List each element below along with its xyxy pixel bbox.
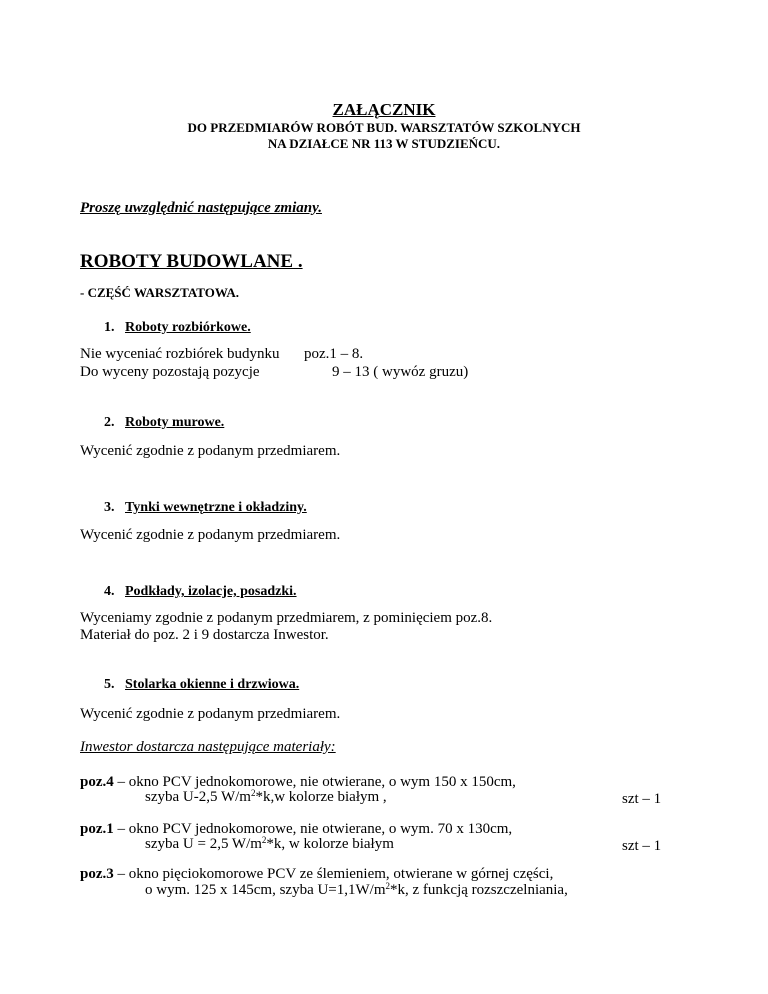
section-5-title: Stolarka okienne i drzwiowa. — [125, 677, 300, 692]
section-2-text: Wycenić zgodnie z podanym przedmiarem. — [80, 443, 341, 459]
section-2-title: Roboty murowe. — [125, 415, 225, 430]
material-qty: szt – 1 — [622, 838, 662, 854]
material-pos: poz.1 — [80, 821, 114, 837]
material-item — [80, 775, 516, 790]
section-3-number: 3. — [104, 500, 115, 515]
section-1-row-2-left: Do wyceny pozostają pozycje — [80, 364, 260, 380]
material-line2: szyba U-2,5 $W/m^2*k,w$ kolorze białym , — [145, 788, 387, 805]
section-5-text: Wycenić zgodnie z podanym przedmiarem. — [80, 706, 341, 722]
section-5-number: 5. — [104, 677, 115, 692]
material-qty: szt – 1 — [622, 791, 662, 807]
material-line1: – okno PCV jednokomorowe, nie otwierane, o wym 150 x 150cm, — [113, 774, 516, 790]
part-heading: - CZĘŚĆ WARSZTATOWA. — [80, 285, 240, 300]
main-heading: ROBOTY BUDOWLANE . — [80, 251, 303, 272]
material-line2: szyba U = 2,5 $W/m^2*k$, w kolorze białym — [145, 835, 394, 852]
section-4-line-2: Materiał do poz. 2 i 9 dostarcza Inwestor. — [80, 627, 329, 643]
intro-note: Proszę uwzględnić następujące zmiany. — [80, 200, 322, 216]
material-line2: o wym. 125 x 145cm, szyba $U=1,1W/m^2*k$, z funkcją rozszczelniania, — [145, 881, 568, 898]
section-4-number: 4. — [104, 584, 115, 599]
section-3-title: Tynki wewnętrzne i okładziny. — [125, 500, 307, 515]
material-line1: – okno pięciokomorowe PCV ze ślemieniem, otwierane w górnej części, — [113, 866, 554, 882]
section-1-row-1-right: poz.1 – 8. — [304, 346, 364, 362]
material-line1: – okno PCV jednokomorowe, nie otwierane, o wym. 70 x 130cm, — [113, 821, 513, 837]
material-item — [80, 822, 512, 837]
section-1-row-1-left: Nie wyceniać rozbiórek budynku — [80, 346, 280, 362]
material-pos: poz.3 — [80, 866, 114, 882]
material-pos: poz.4 — [80, 774, 114, 790]
document-subtitle-line2: NA DZIAŁCE NR 113 W STUDZIEŃCU. — [267, 136, 501, 151]
section-4-title: Podkłady, izolacje, posadzki. — [125, 584, 297, 599]
section-1-number: 1. — [104, 320, 115, 335]
section-1-row-2-right: 9 – 13 ( wywóz gruzu) — [332, 364, 469, 380]
section-2-number: 2. — [104, 415, 115, 430]
section-3-text: Wycenić zgodnie z podanym przedmiarem. — [80, 527, 341, 543]
document-title: ZAŁĄCZNIK — [332, 100, 436, 119]
material-item — [80, 867, 553, 882]
section-1-title: Roboty rozbiórkowe. — [125, 320, 251, 335]
section-4-line-1: Wyceniamy zgodnie z podanym przedmiarem, z pominięciem poz.8. — [80, 610, 493, 626]
investor-heading: Inwestor dostarcza następujące materiały: — [80, 739, 336, 755]
document-subtitle-line1: DO PRZEDMIARÓW ROBÓT BUD. WARSZTATÓW SZKOLNYCH — [187, 120, 581, 135]
